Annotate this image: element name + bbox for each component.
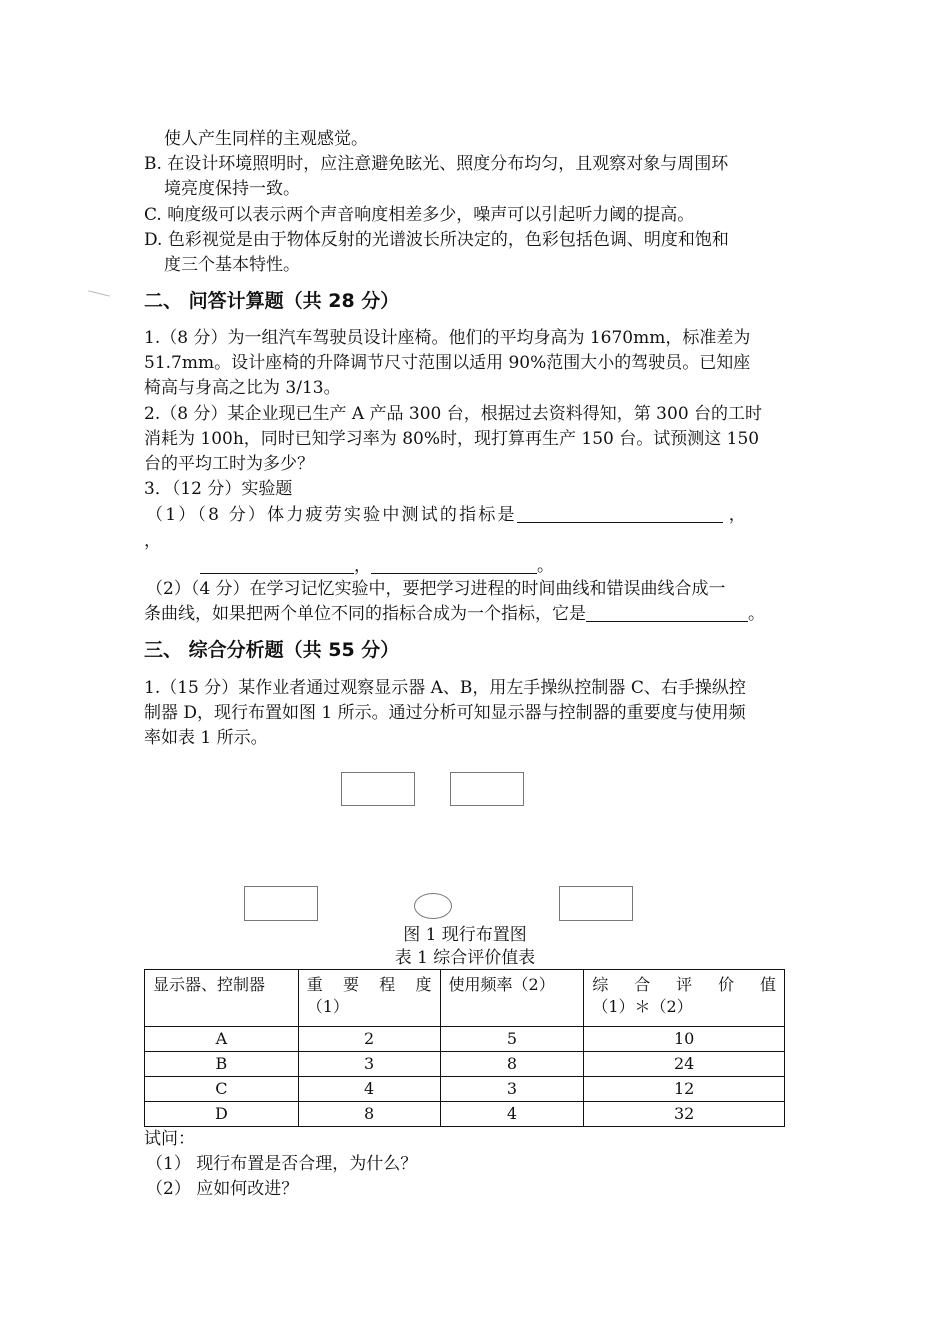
option-b-line2: 境亮度保持一致。	[164, 179, 300, 199]
q2-1-line3: 椅高与身高之比为 3/13。	[144, 378, 341, 398]
option-d-line2: 度三个基本特性。	[164, 255, 300, 275]
table-cell: 4	[440, 1102, 584, 1127]
header-cell	[584, 970, 785, 1027]
option-c-line1: C. 响度级可以表示两个声音响度相差多少，噪声可以引起听力阈的提高。	[144, 205, 695, 225]
table-row	[145, 1027, 785, 1052]
table-cell: 8	[298, 1102, 440, 1127]
q2-2-line1: 2.（8 分）某企业现已生产 A 产品 300 台，根据过去资料得知，第 300 台的工时	[144, 404, 763, 424]
stray-mark	[88, 290, 110, 296]
q3-1-line2: 制器 D，现行布置如图 1 所示。通过分析可知显示器与控制器的重要度与使用频	[144, 703, 746, 723]
operator-ellipse	[414, 893, 452, 919]
header-cell	[145, 970, 299, 1027]
q2-2-line3: 台的平均工时为多少？	[144, 454, 314, 474]
q2-3-2-line2	[144, 601, 765, 627]
table-caption: 表 1 综合评价值表	[394, 948, 536, 968]
table-cell: C	[145, 1077, 299, 1102]
q2-3-title: 3．（12 分）实验题	[144, 479, 293, 499]
q3-1-line1: 1.（15 分）某作业者通过观察显示器 A、B，用左手操纵控制器 C、右手操纵控	[144, 678, 746, 698]
table-cell: 4	[298, 1077, 440, 1102]
header-main: 显示器、控制器	[153, 975, 266, 994]
q2-2-line2: 消耗为 100h，同时已知学习率为 80%时，现打算再生产 150 台。试预测这 150	[144, 429, 760, 449]
q2-1-line1: 1.（8 分）为一组汽车驾驶员设计座椅。他们的平均身高为 1670mm，标准差为	[144, 328, 751, 348]
display-box-a	[341, 772, 415, 806]
q2-3-1-end: 。	[537, 556, 554, 576]
table-cell: A	[145, 1027, 299, 1052]
header-cell	[298, 970, 440, 1027]
table-cell: 3	[298, 1052, 440, 1077]
table-row	[145, 1077, 785, 1102]
q2-1-line2: 51.7mm。设计座椅的升降调节尺寸范围以适用 90%范围大小的驾驶员。已知座	[144, 353, 751, 373]
table-cell: 24	[584, 1052, 785, 1077]
figure-caption: 图 1 现行布置图	[403, 925, 527, 945]
option-a-continuation: 使人产生同样的主观感觉。	[164, 129, 368, 149]
header-main: 综 合 评 价 值	[592, 975, 776, 994]
answer-blank-4[interactable]	[586, 603, 748, 622]
table-cell: 8	[440, 1052, 584, 1077]
header-main: 重 要 程 度	[306, 975, 432, 994]
answer-blank-2[interactable]	[200, 555, 354, 574]
ask-item-2: （2） 应如何改进？	[146, 1179, 299, 1199]
table-row	[145, 1052, 785, 1077]
section-3-heading: 三、 综合分析题（共 55 分）	[144, 639, 400, 661]
section-2-heading: 二、 问答计算题（共 28 分）	[144, 290, 400, 312]
q2-3-2-line1: （2）（4 分）在学习记忆实验中，要把学习进程的时间曲线和错误曲线合成一	[146, 579, 726, 599]
q3-1-line3: 率如表 1 所示。	[144, 728, 268, 748]
table-row	[145, 1102, 785, 1127]
table-cell: 3	[440, 1077, 584, 1102]
option-d-line1: D. 色彩视觉是由于物体反射的光谱波长所决定的，色彩包括色调、明度和饱和	[144, 230, 729, 250]
header-sub: （1）	[306, 997, 349, 1016]
answer-blank-3[interactable]	[371, 555, 537, 574]
header-sub: （1）＊（2）	[592, 997, 693, 1016]
ask-label: 试问：	[144, 1129, 195, 1149]
header-main: 使用频率（2）	[448, 975, 555, 994]
table-cell: 2	[298, 1027, 440, 1052]
table-cell: B	[145, 1052, 299, 1077]
option-b-line1: B. 在设计环境照明时，应注意避免眩光、照度分布均匀，且观察对象与周围环	[144, 154, 729, 174]
header-cell	[440, 970, 584, 1027]
display-box-b	[450, 772, 524, 806]
q2-3-1-comma: ，	[728, 505, 748, 525]
table-header-row	[145, 970, 785, 1027]
controller-box-d	[559, 886, 633, 921]
answer-blank-1[interactable]	[517, 504, 723, 523]
q2-3-2-text: 条曲线，如果把两个单位不同的指标合成为一个指标，它是	[144, 604, 586, 624]
q2-3-1-comma2: ，	[144, 531, 161, 551]
q2-3-1-text: （1）（8 分）体力疲劳实验中测试的指标是	[146, 505, 517, 525]
ask-item-1: （1） 现行布置是否合理，为什么？	[146, 1154, 418, 1174]
q2-3-1-line1	[146, 502, 748, 528]
table-cell: 12	[584, 1077, 785, 1102]
table-cell: 32	[584, 1102, 785, 1127]
table-cell: D	[145, 1102, 299, 1127]
evaluation-table	[144, 969, 785, 1127]
q2-3-2-end: 。	[748, 604, 765, 624]
q2-3-1-sep: ，	[354, 556, 371, 576]
controller-box-c	[244, 886, 318, 921]
table-cell: 5	[440, 1027, 584, 1052]
table-cell: 10	[584, 1027, 785, 1052]
